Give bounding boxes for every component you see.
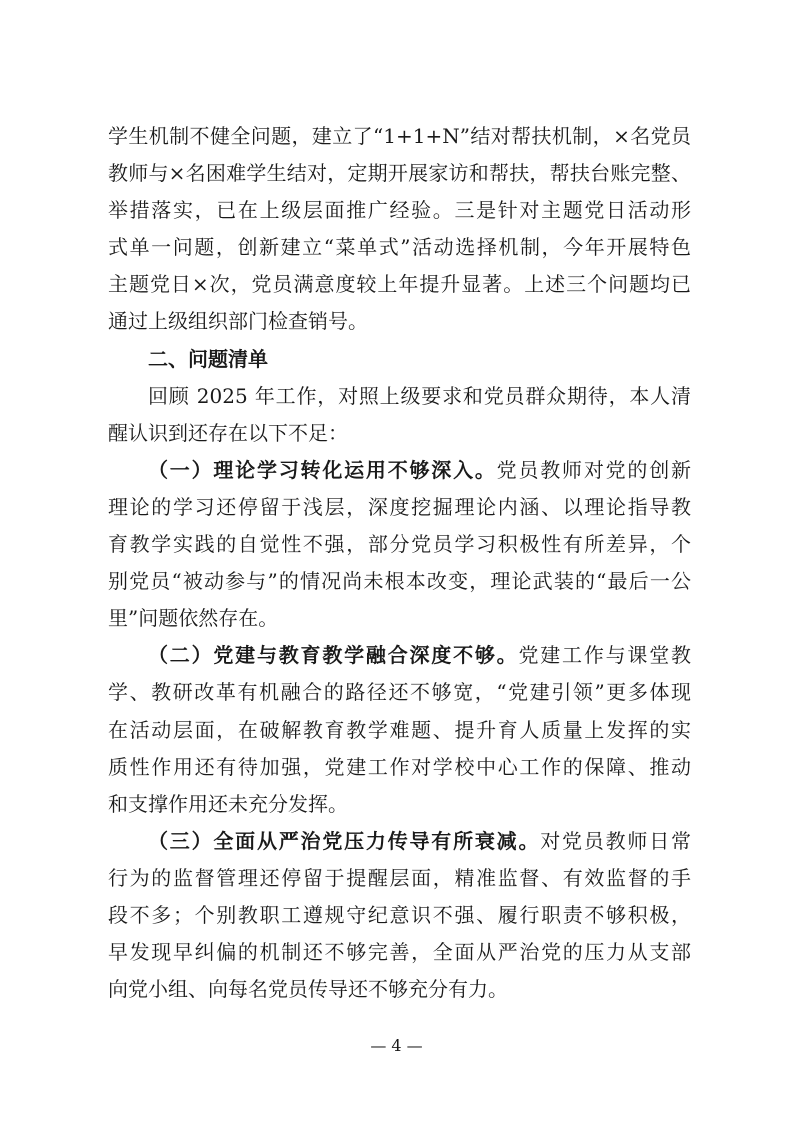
text-span: 通过上级组织部门检查销号。 <box>108 309 368 334</box>
text-span: 对党员教师日常 <box>540 828 691 853</box>
text-line <box>108 266 691 303</box>
text-line <box>108 600 691 637</box>
text-span: 理论的学习还停留于浅层，深度挖掘理论内涵、以理论指导教 <box>108 494 691 519</box>
text-span: 质性作用还有待加强，党建工作对学校中心工作的保障、推动 <box>108 754 691 779</box>
paragraph <box>108 637 691 822</box>
text-span: 段不多；个别教职工遵规守纪意识不强、履行职责不够积极， <box>108 902 691 927</box>
text-span: 育教学实践的自觉性不强，部分党员学习积极性有所差异，个 <box>108 532 691 557</box>
text-span: 式单一问题，创新建立“菜单式”活动选择机制，今年开展特色 <box>108 235 691 260</box>
text-line <box>108 674 691 711</box>
paragraph <box>108 823 691 1008</box>
text-span: 教师与×名困难学生结对，定期开展家访和帮扶，帮扶台账完整、 <box>108 161 691 186</box>
text-span: 在活动层面，在破解教育教学难题、提升育人质量上发挥的实 <box>108 717 691 742</box>
bold-lead-text: （二）党建与教育教学融合深度不够。 <box>148 643 519 668</box>
document-body <box>108 118 691 1008</box>
text-line <box>108 897 691 934</box>
text-line <box>108 452 691 489</box>
text-line <box>108 823 691 860</box>
text-line <box>108 563 691 600</box>
page-number: — 4 — <box>370 1036 423 1055</box>
text-line <box>108 489 691 526</box>
text-line <box>108 860 691 897</box>
text-line <box>108 229 691 266</box>
text-line <box>108 637 691 674</box>
text-line <box>108 786 691 823</box>
text-span: 举措落实，已在上级层面推广经验。三是针对主题党日活动形 <box>108 198 691 223</box>
text-span: 学、教研改革有机融合的路径还不够宽，“党建引领”更多体现 <box>108 680 691 705</box>
text-line <box>108 712 691 749</box>
text-line <box>108 341 691 378</box>
text-line <box>108 415 691 452</box>
text-line <box>108 749 691 786</box>
paragraph <box>108 452 691 637</box>
text-span: 党员教师对党的创新 <box>496 457 691 482</box>
text-span: 学生机制不健全问题，建立了“1+1+N”结对帮扶机制，×名党员 <box>108 124 691 148</box>
text-line <box>108 934 691 971</box>
text-span: 早发现早纠偏的机制还不够完善，全面从严治党的压力从支部 <box>108 940 691 965</box>
bold-lead-text: 二、问题清单 <box>148 346 268 371</box>
bold-lead-text: （三）全面从严治党压力传导有所衰减。 <box>148 828 541 853</box>
paragraph <box>108 118 691 341</box>
text-line <box>108 303 691 340</box>
text-span: 里”问题依然存在。 <box>108 606 279 631</box>
text-line <box>108 155 691 192</box>
paragraph <box>108 378 691 452</box>
text-line <box>108 526 691 563</box>
text-span: 和支撑作用还未充分发挥。 <box>108 791 348 816</box>
text-span: 行为的监督管理还停留于提醒层面，精准监督、有效监督的手 <box>108 865 691 890</box>
text-span: 党建工作与课堂教 <box>518 643 691 668</box>
text-span: 别党员“被动参与”的情况尚未根本改变，理论武装的“最后一公 <box>108 569 691 594</box>
text-span: 主题党日×次，党员满意度较上年提升显著。上述三个问题均已 <box>108 272 691 297</box>
section-heading <box>108 341 691 378</box>
text-line <box>108 192 691 229</box>
bold-lead-text: （一）理论学习转化运用不够深入。 <box>148 457 497 482</box>
text-line <box>108 378 691 415</box>
text-line <box>108 971 691 1008</box>
text-span: 回顾 2025 年工作，对照上级要求和党员群众期待，本人清 <box>148 383 691 408</box>
text-line <box>108 118 691 155</box>
text-span: 醒认识到还存在以下不足： <box>108 420 348 445</box>
text-span: 向党小组、向每名党员传导还不够充分有力。 <box>108 977 508 1002</box>
